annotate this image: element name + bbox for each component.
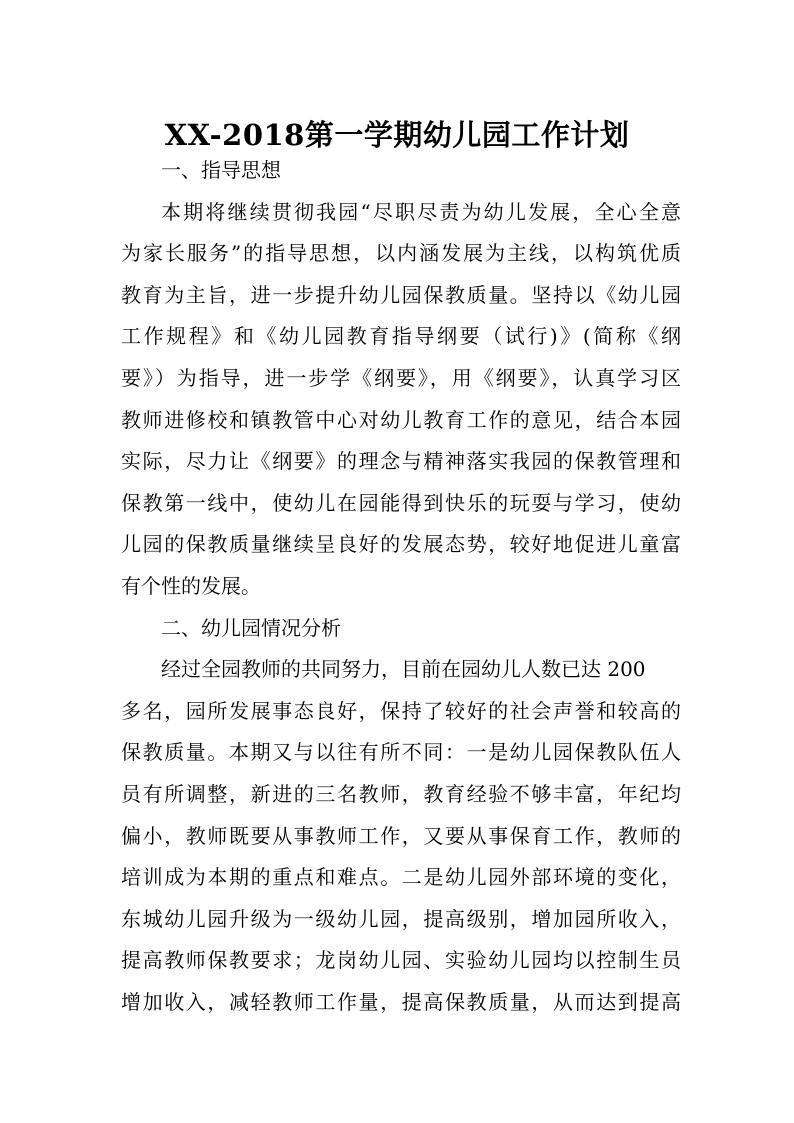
paragraph-line: 工作规程》和《幼儿园教育指导纲要（试行)》(简称《纲 — [121, 324, 681, 349]
paragraph-line: 实际，尽力让《纲要》的理念与精神落实我园的保教管理和 — [121, 449, 681, 474]
document-title: XX-2018第一学期幼儿园工作计划 — [164, 118, 630, 153]
paragraph-line: 多名，园所发展事态良好，保持了较好的社会声誉和较高的 — [121, 698, 681, 723]
paragraph-line: 教育为主旨，进一步提升幼儿园保教质量。坚持以《幼儿园 — [121, 282, 681, 307]
document-body — [121, 150, 681, 1023]
paragraph-line: 经过全园教师的共同努力，目前在园幼儿人数已达 200 — [161, 657, 646, 682]
paragraph-line: 保教质量。本期又与以往有所不同：一是幼儿园保教队伍人 — [121, 740, 681, 765]
paragraph-line: 培训成为本期的重点和难点。二是幼儿园外部环境的变化， — [121, 865, 681, 890]
paragraph-line: 提高教师保教要求；龙岗幼儿园、实验幼儿园均以控制生员 — [121, 948, 681, 973]
paragraph-line: 儿园的保教质量继续呈良好的发展态势，较好地促进儿童富 — [121, 532, 681, 557]
paragraph-line: 偏小，教师既要从事教师工作，又要从事保育工作，教师的 — [121, 823, 681, 848]
paragraph-line: 增加收入，减轻教师工作量，提高保教质量，从而达到提高 — [121, 989, 681, 1014]
paragraph-line: 为家长服务”的指导思想，以内涵发展为主线，以构筑优质 — [121, 241, 681, 266]
paragraph-line: 本期将继续贯彻我园“尽职尽责为幼儿发展，全心全意 — [161, 199, 681, 224]
section-heading-kindergarten-analysis: 二、幼儿园情况分析 — [161, 615, 341, 640]
paragraph-line: 有个性的发展。 — [121, 573, 261, 598]
paragraph-line: 东城幼儿园升级为一级幼儿园，提高级别，增加园所收入， — [121, 906, 681, 931]
paragraph-line: 要》）为指导，进一步学《纲要》，用《纲要》，认真学习区 — [121, 365, 681, 390]
paragraph-line: 保教第一线中，使幼儿在园能得到快乐的玩耍与学习，使幼 — [121, 490, 681, 515]
section-heading-guiding-ideology: 一、指导思想 — [161, 158, 281, 182]
paragraph-line: 员有所调整，新进的三名教师，教育经验不够丰富，年纪均 — [121, 781, 681, 806]
paragraph-line: 教师进修校和镇教管中心对幼儿教育工作的意见，结合本园 — [121, 407, 681, 432]
